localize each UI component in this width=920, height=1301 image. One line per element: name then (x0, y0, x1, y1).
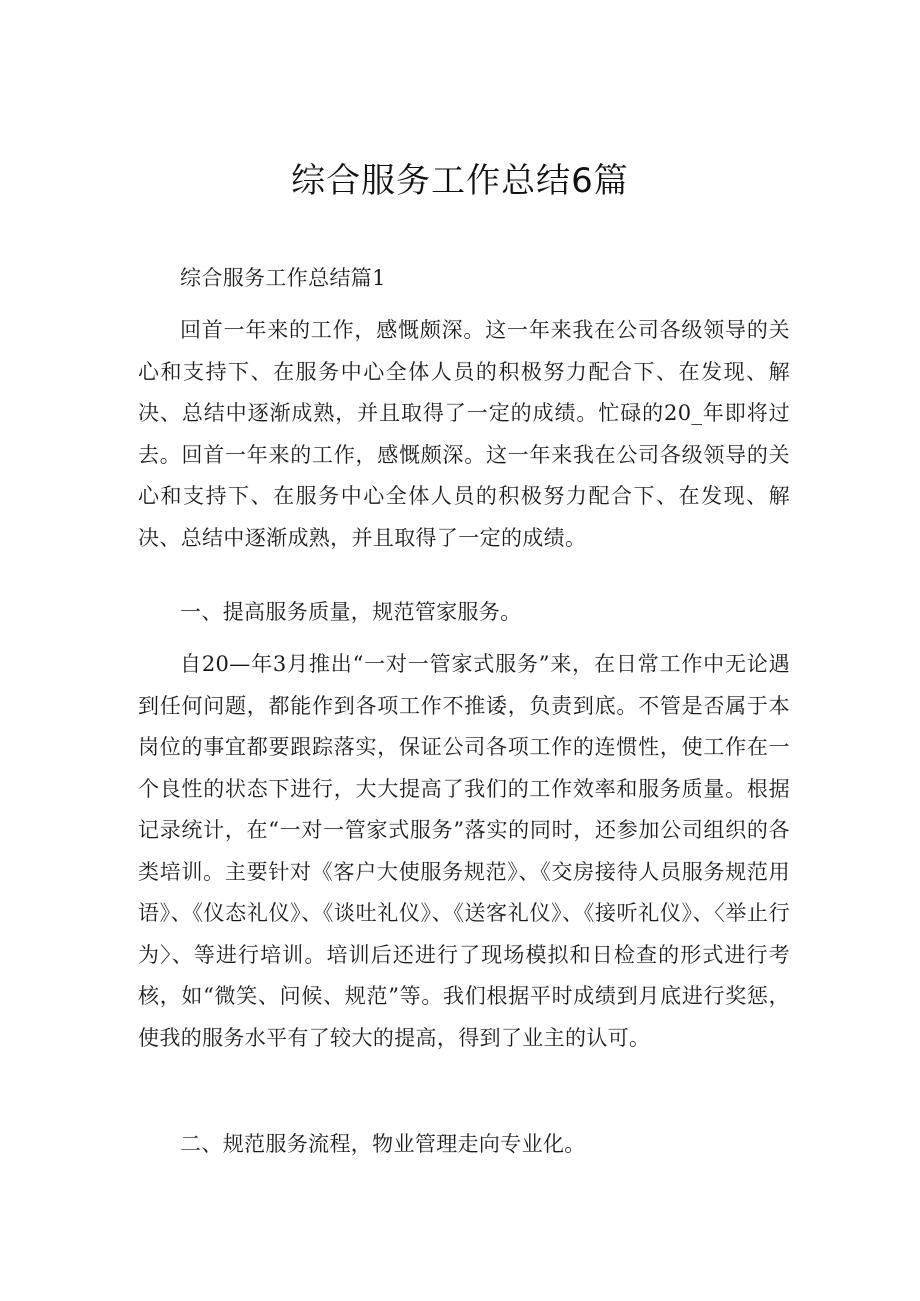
section-heading: 综合服务工作总结篇1 (180, 266, 386, 290)
document-title: 综合服务工作总结6篇 (291, 161, 629, 201)
subheading-service-process: 二、规范服务流程，物业管理走向专业化。 (180, 1132, 586, 1156)
paragraph-intro: 回首一年来的工作，感慨颇深。这一年来我在公司各级领导的关心和支持下、在服务中心全体人员的积极努力配合下、在发现、解决、总结中逐渐成熟，并且取得了一定的成绩。忙碌的20_年即将过去。回首一年来的工作，感慨颇深。这一年来我在公司各级领导的关心和支持下、在服务中心全体人员的积极努力配合下、在发现、解决、总结中逐渐成熟，并且取得了一定的成绩。 (138, 318, 790, 550)
subheading-service-quality: 一、提高服务质量，规范管家服务。 (180, 600, 522, 624)
paragraph-butler-service: 自20—年3月推出“一对一管家式服务”来，在日常工作中无论遇到任何问题，都能作到各项工作不推诿，负责到底。不管是否属于本岗位的事宜都要跟踪落实，保证公司各项工作的连惯性，使工作在一个良性的状态下进行，大大提高了我们的工作效率和服务质量。根据记录统计，在“一对一管家式服务”落实的同时，还参加公司组织的各类培训。主要针对《客户大使服务规范》、《交房接待人员服务规范用语》、《仪态礼仪》、《谈吐礼仪》、《送客礼仪》、《接听礼仪》、〈举止行为〉、等进行培训。培训后还进行了现场模拟和日检查的形式进行考核，如“微笑、问候、规范”等。我们根据平时成绩到月底进行奖惩，使我的服务水平有了较大的提高，得到了业主的认可。 (138, 652, 790, 1050)
